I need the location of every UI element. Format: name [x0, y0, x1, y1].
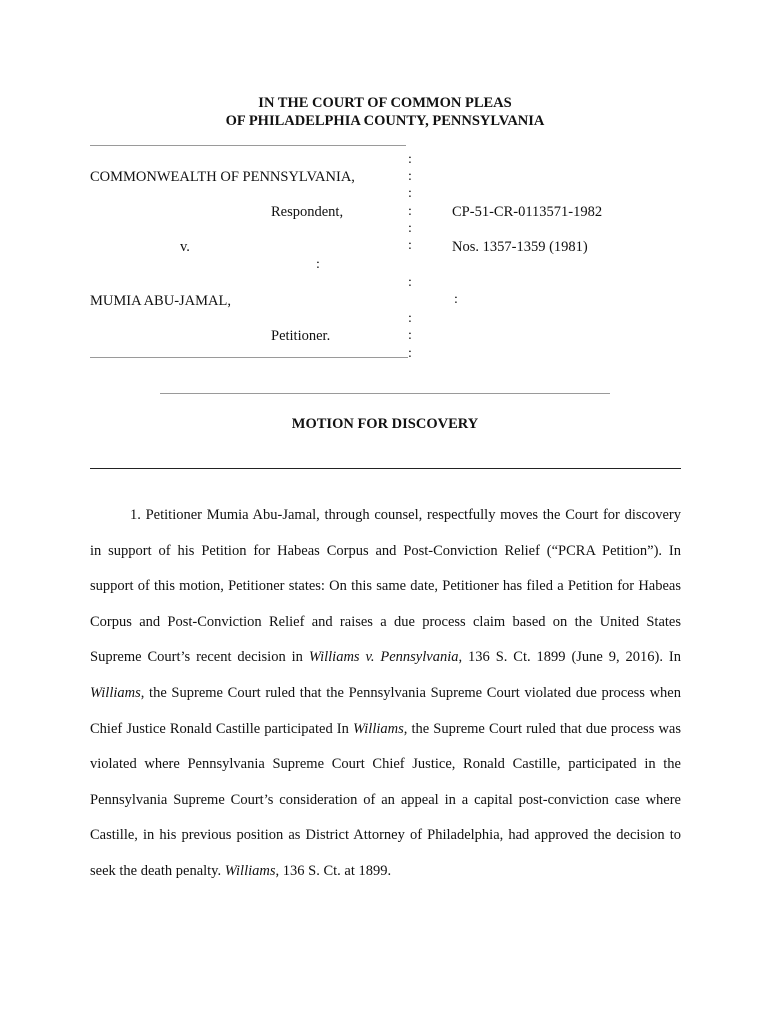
caption-separator: : [408, 169, 412, 184]
plaintiff-name: COMMONWEALTH OF PENNSYLVANIA, [90, 169, 355, 185]
motion-title: MOTION FOR DISCOVERY [291, 416, 479, 432]
case-citation: Williams [224, 862, 276, 879]
caption-separator: : [408, 204, 412, 219]
caption-separator: : [316, 257, 320, 272]
paragraph-text: 1. Petitioner Mumia Abu-Jamal, through counsel, respectfully moves the Court for discovery in support of his Petition for Habeas Corpus and Post-Conviction Relief (“PCRA Petition”). In support of this motion, Petitioner states: On this same date, Petitioner has filed a Petition for Habeas Corpus and Post-Conviction Relief and raises a due process claim based on the United States Supreme Court’s recent decision in [90, 507, 681, 666]
case-number: CP-51-CR-0113571-1982 [452, 204, 603, 220]
respondent-label: Respondent, [271, 204, 344, 220]
caption-separator: : [454, 292, 458, 307]
caption-separator: : [408, 186, 412, 201]
title-bottom-rule [90, 468, 681, 469]
paragraph-text: , the Supreme Court ruled that the Pennsylvania Supreme Court violated due process when Chief Justice Ronald Castille participated In [90, 684, 681, 737]
caption-separator: : [408, 346, 412, 361]
docket-numbers: Nos. 1357-1359 (1981) [452, 239, 588, 255]
caption-separator: : [408, 152, 412, 167]
defendant-name: MUMIA ABU-JAMAL, [90, 293, 231, 309]
paragraph-text: , the Supreme Court ruled that due process was violated where Pennsylvania Supreme Court Chief Justice, Ronald Castille, participated in the Pennsylvania Supreme Court’s consideration of an appeal in a capital post-conviction case where Castille, in his previous position as District Attorney of Philadelphia, had approved the decision to seek the death penalty. [90, 720, 681, 879]
caption-separator: : [408, 328, 412, 343]
court-name-line-1: IN THE COURT OF COMMON PLEAS [258, 95, 512, 111]
court-name-line-2: OF PHILADELPHIA COUNTY, PENNSYLVANIA [225, 113, 545, 129]
body-paragraph [90, 498, 681, 890]
caption-separator: : [408, 238, 412, 253]
petitioner-label: Petitioner. [271, 328, 331, 344]
case-citation: Williams [90, 684, 141, 701]
versus-label: v. [180, 239, 190, 255]
paragraph-text: , 136 S. Ct. at 1899. [275, 862, 392, 879]
caption-separator: : [408, 311, 412, 326]
caption-separator: : [408, 275, 412, 290]
case-citation: Williams [353, 720, 404, 737]
caption-separator: : [408, 221, 412, 236]
caption-bottom-rule [90, 357, 408, 358]
title-top-rule [160, 393, 610, 394]
caption-top-rule [90, 145, 406, 146]
paragraph-text: , 136 S. Ct. 1899 (June 9, 2016). In [458, 649, 681, 666]
case-citation: Williams v. Pennsylvania [308, 649, 459, 666]
